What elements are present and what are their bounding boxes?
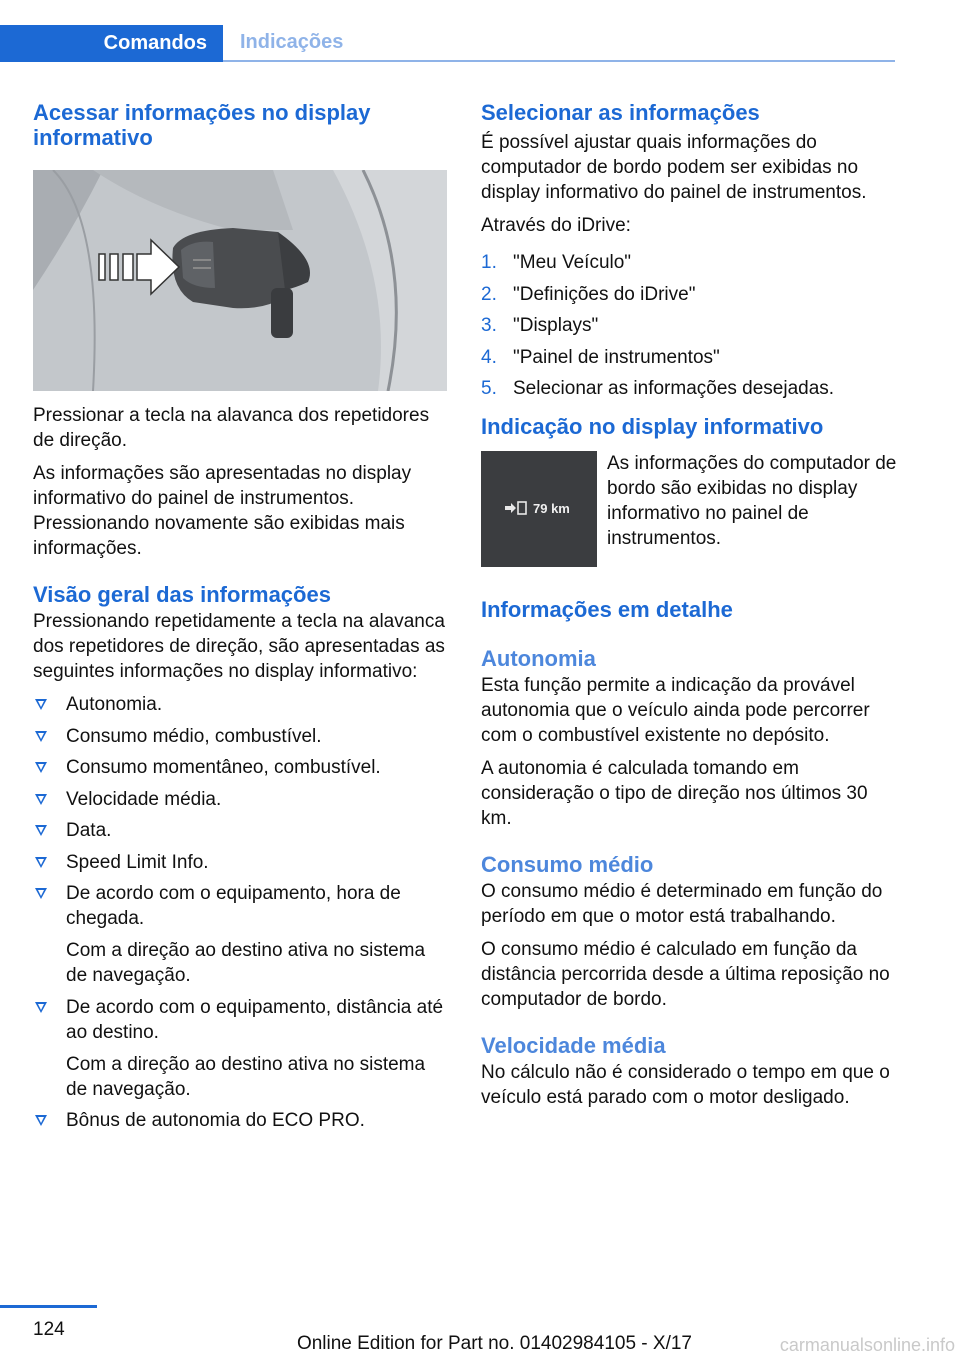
step-text: "Displays" bbox=[513, 315, 599, 336]
paragraph-pressionando: Pressionando repetidamente a tecla na alavanca dos repetidores de direção, são apresentadas as seguintes informações no display informativo: bbox=[33, 611, 445, 682]
tab-comandos[interactable]: Comandos bbox=[0, 25, 223, 62]
watermark: carmanualsonline.info bbox=[779, 1335, 955, 1355]
section-title-acessar: Acessar informações no display informativo bbox=[33, 100, 371, 150]
section-title-visao-geral: Visão geral das informações bbox=[33, 582, 331, 607]
list-item bbox=[33, 692, 449, 717]
bullet-triangle-icon bbox=[35, 888, 47, 899]
paragraph-informacoes-apresentadas: As informações são apresentadas no display informativo do painel de instrumentos. Pressionando novamente são exibidas mais informações. bbox=[33, 463, 412, 559]
list-item bbox=[481, 313, 897, 338]
list-item-text: Speed Limit Info. bbox=[66, 851, 209, 873]
paragraph-autonomia-1: Esta função permite a indicação da provável autonomia que o veículo ainda pode percorrer com o combustível existente no depósito. bbox=[481, 675, 870, 746]
left-column bbox=[33, 100, 449, 1140]
bullet-triangle-icon bbox=[35, 857, 47, 868]
list-item-text: Bônus de autonomia do ECO PRO. bbox=[66, 1110, 365, 1131]
bullet-triangle-icon bbox=[35, 794, 47, 805]
footer-accent-line bbox=[0, 1305, 97, 1308]
paragraph-possivel-ajustar: É possível ajustar quais informações do computador de bordo podem ser exibidas no display informativo do painel de instrumentos. bbox=[481, 132, 867, 203]
bullet-triangle-icon bbox=[35, 762, 47, 773]
indicacao-block bbox=[481, 451, 897, 567]
list-item bbox=[33, 787, 449, 812]
footer-edition: Online Edition for Part no. 01402984105 - X/17 bbox=[296, 1333, 692, 1354]
list-item-note: Com a direção ao destino ativa no sistema de navegação. bbox=[66, 940, 426, 986]
display-svg bbox=[481, 451, 597, 567]
step-number: 4. bbox=[481, 346, 497, 368]
bullet-triangle-icon bbox=[35, 699, 47, 710]
bullet-triangle-icon bbox=[35, 1115, 47, 1126]
paragraph-atraves-idrive: Através do iDrive: bbox=[481, 215, 631, 236]
list-item bbox=[33, 881, 449, 988]
tab-indicacoes[interactable]: Indicações bbox=[240, 31, 344, 53]
step-text: "Definições do iDrive" bbox=[513, 283, 696, 305]
paragraph-autonomia-2: A autonomia é calculada tomando em consideração o tipo de direção nos últimos 30 km. bbox=[481, 758, 868, 829]
stalk-illustration-svg bbox=[33, 170, 447, 391]
stalk-button-illustration bbox=[33, 170, 447, 391]
subsection-title-consumo: Consumo médio bbox=[481, 852, 654, 877]
paragraph-consumo-1: O consumo médio é determinado em função do período em que o motor está trabalhando. bbox=[481, 881, 883, 927]
list-item-note: Com a direção ao destino ativa no sistema de navegação. bbox=[66, 1053, 426, 1100]
list-item bbox=[481, 376, 897, 401]
list-item bbox=[33, 995, 449, 1102]
subsection-title-autonomia: Autonomia bbox=[481, 646, 596, 671]
bullet-triangle-icon bbox=[35, 1002, 47, 1013]
step-number: 1. bbox=[481, 252, 497, 273]
paragraph-consumo-2: O consumo médio é calculado em função da distância percorrida desde a última reposição no computador de bordo. bbox=[481, 939, 890, 1010]
step-number: 3. bbox=[481, 315, 497, 336]
list-item bbox=[33, 818, 449, 843]
list-item bbox=[481, 250, 897, 275]
list-item bbox=[33, 850, 449, 875]
list-item bbox=[33, 1108, 449, 1133]
page-number: 124 bbox=[33, 1319, 65, 1340]
step-text: Selecionar as informações desejadas. bbox=[513, 378, 835, 399]
list-item bbox=[481, 345, 897, 370]
section-title-selecionar: Selecionar as informações bbox=[481, 100, 760, 125]
section-title-detalhe: Informações em detalhe bbox=[481, 597, 733, 622]
list-item bbox=[33, 724, 449, 749]
bullet-triangle-icon bbox=[35, 731, 47, 742]
range-display-image bbox=[481, 451, 597, 567]
list-item-text: De acordo com o equipamento, hora de chegada. bbox=[66, 883, 401, 929]
step-number: 2. bbox=[481, 283, 497, 305]
list-item-text: Consumo momentâneo, combustível. bbox=[66, 757, 381, 778]
display-range-reading: 79 km bbox=[533, 501, 570, 516]
list-item-text: Consumo médio, combustível. bbox=[66, 725, 322, 747]
paragraph-velocidade-1: No cálculo não é considerado o tempo em que o veículo está parado com o motor desligado. bbox=[481, 1062, 890, 1108]
steps-list bbox=[481, 250, 897, 401]
list-item-text: De acordo com o equipamento, distância até ao destino. bbox=[66, 996, 444, 1043]
paragraph-pressionar: Pressionar a tecla na alavanca dos repetidores de direção. bbox=[33, 405, 430, 451]
right-column bbox=[481, 100, 897, 1110]
paragraph-informacoes-computador: As informações do computador de bordo são exibidas no display informativo no painel de instrumentos. bbox=[607, 453, 897, 549]
subsection-title-velocidade: Velocidade média bbox=[481, 1033, 666, 1058]
header-divider bbox=[223, 60, 895, 62]
section-title-indicacao: Indicação no display informativo bbox=[481, 414, 824, 439]
list-item-text: Autonomia. bbox=[66, 694, 163, 715]
header-tabs bbox=[0, 25, 895, 62]
list-item-text: Velocidade média. bbox=[66, 788, 222, 810]
step-number: 5. bbox=[481, 378, 497, 399]
step-text: "Painel de instrumentos" bbox=[513, 346, 720, 368]
list-item-text: Data. bbox=[66, 820, 112, 841]
info-list bbox=[33, 692, 449, 1133]
list-item bbox=[33, 755, 449, 780]
step-text: "Meu Veículo" bbox=[513, 252, 632, 273]
list-item bbox=[481, 282, 897, 307]
bullet-triangle-icon bbox=[35, 825, 47, 836]
